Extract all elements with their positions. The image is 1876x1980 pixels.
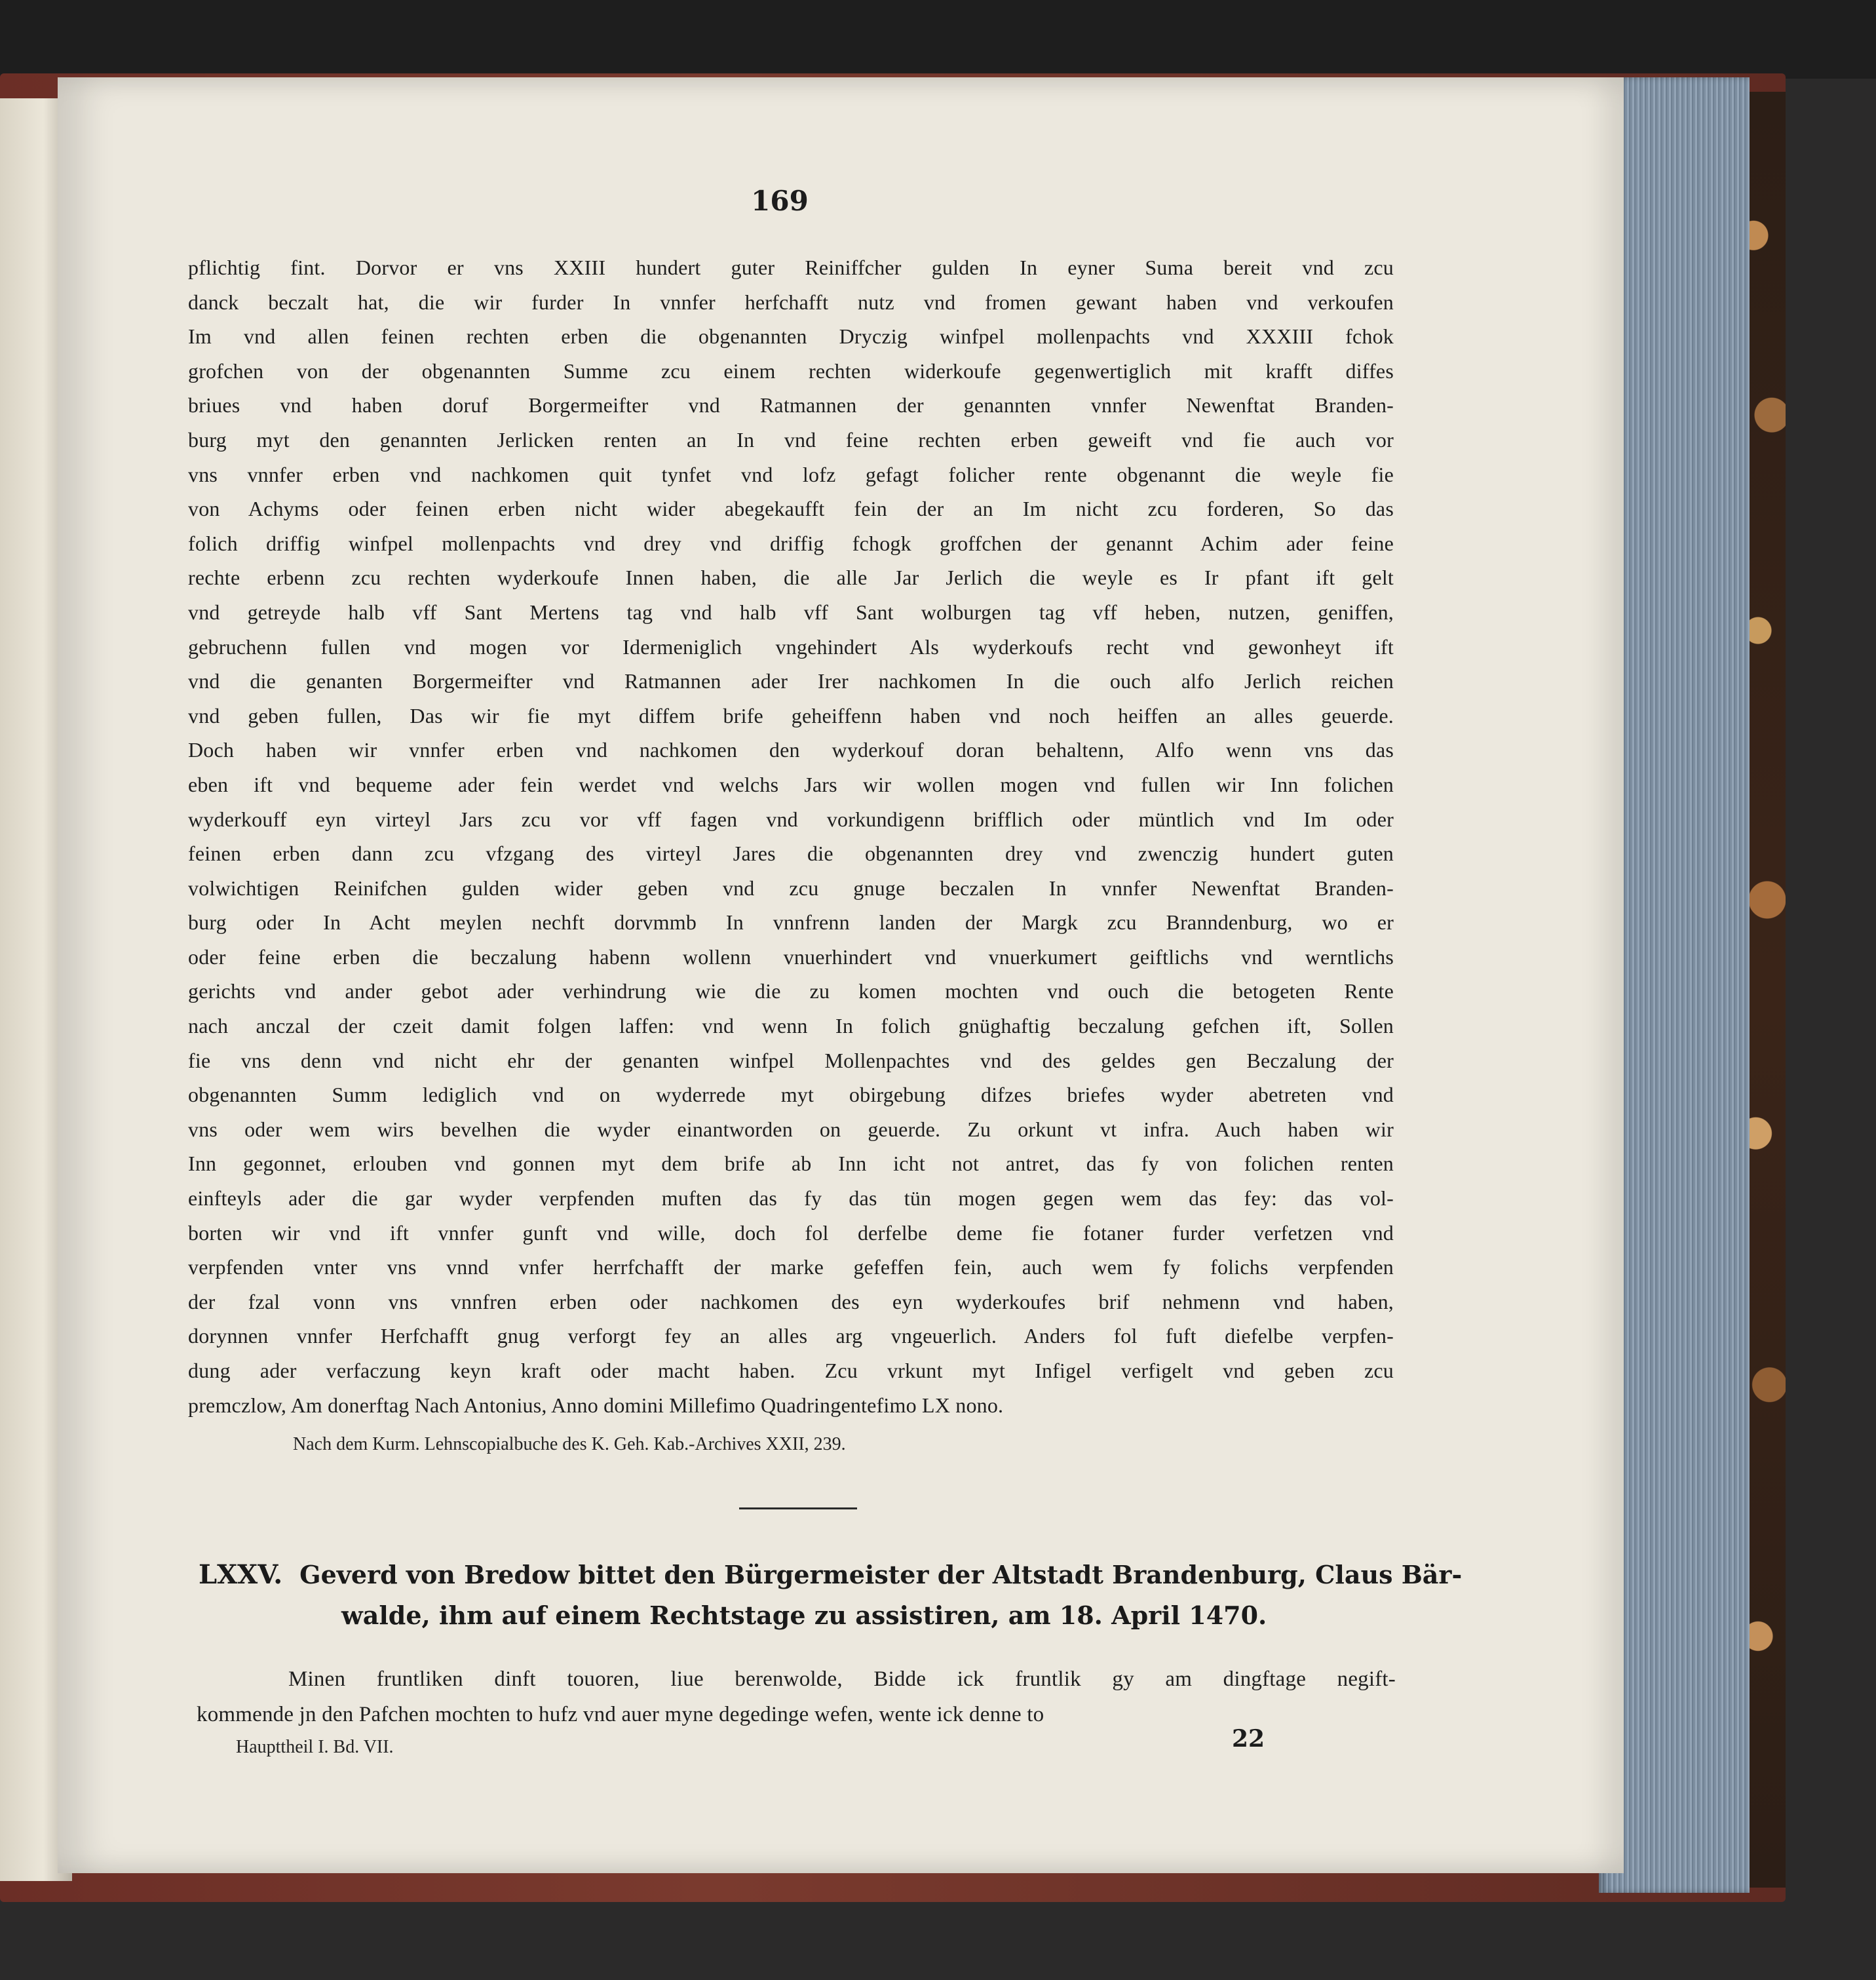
text-line: pflichtig fint. Dorvor er vns XXIII hundert guter Reiniffcher gulden In eyner Suma bereit vnd zcu	[188, 256, 1394, 279]
text-line: burg myt den genannten Jerlicken renten an In vnd feine rechten erben geweift vnd fie auch vor	[188, 427, 1394, 452]
text-line: vns vnnfer erben vnd nachkomen quit tynfet vnd lofz gefagt folicher rente obgenannt die weyle fie	[188, 462, 1394, 486]
signature-mark: 22	[1232, 1725, 1265, 1753]
text-line: Doch haben wir vnnfer erben vnd nachkomen den wyderkouf doran behaltenn, Alfo wenn vns das	[188, 738, 1394, 762]
text-line: vns oder wem wirs bevelhen die wyder einantworden on geuerde. Zu orkunt vt infra. Auch haben wir	[188, 1117, 1394, 1141]
text-line: volwichtigen Reinifchen gulden wider geben vnd zcu gnuge beczalen In vnnfer Newenftat Branden-	[188, 876, 1394, 900]
text-line: einfteyls ader die gar wyder verpfenden muften das fy das tün mogen gegen wem das fey: das vol-	[188, 1186, 1394, 1211]
text-line: danck beczalt hat, die wir furder In vnnfer herfchafft nutz vnd fromen gewant haben vnd verkoufen	[188, 290, 1394, 314]
text-line: vnd geben fullen, Das wir fie myt diffem brife geheiffenn haben vnd noch heiffen an alles geuerde.	[188, 703, 1394, 728]
photo-backdrop	[0, 0, 1876, 79]
heading-line-2: walde, ihm auf einem Rechtstage zu assistiren, am 18. April 1470.	[341, 1601, 1267, 1630]
text-line: obgenannten Summ lediglich vnd on wyderrede myt obirgebung difzes briefes wyder abetreten vnd	[188, 1083, 1394, 1107]
body-text	[188, 250, 1394, 1422]
page-number: 169	[751, 185, 809, 217]
text-line: borten wir vnd ift vnnfer gunft vnd wille, doch fol derfelbe deme fie fotaner furder verfetzen vnd	[188, 1220, 1394, 1245]
text-line: premczlow, Am donerftag Nach Antonius, Anno domini Millefimo Quadringentefimo LX nono.	[188, 1393, 1004, 1417]
text-line: feinen erben dann zcu vfzgang des virteyl Jares die obgenannten drey vnd zwenczig hundert guten	[188, 842, 1394, 866]
text-line: von Achyms oder feinen erben nicht wider abegekaufft fein der an Im nicht zcu forderen, So das	[188, 497, 1394, 521]
text-line: fie vns denn vnd nicht ehr der genanten winfpel Mollenpachtes vnd des geldes gen Beczalung der	[188, 1048, 1394, 1072]
letter-line: kommende jn den Pafchen mochten to hufz vnd auer myne degedinge wefen, wente ick denne to	[197, 1703, 1044, 1726]
text-line: vnd getreyde halb vff Sant Mertens tag vnd halb vff Sant wolburgen tag vff heben, nutzen, geniffen,	[188, 600, 1394, 624]
text-line: Inn gegonnet, erlouben vnd gonnen myt dem brife ab Inn icht not antret, das fy von folichen renten	[188, 1152, 1394, 1176]
text-line: vnd die genanten Borgermeifter vnd Ratmannen ader Irer nachkomen In die ouch alfo Jerlich reichen	[188, 669, 1394, 693]
heading-text-1: Geverd von Bredow bittet den Bürgermeister der Altstadt Brandenburg, Claus Bär-	[299, 1560, 1463, 1589]
letter-line: Minen fruntliken dinft touoren, liue berenwolde, Bidde ick fruntlik gy am dingftage negift-	[288, 1667, 1396, 1691]
text-line: gerichts vnd ander gebot ader verhindrung wie die zu komen mochten vnd ouch die betogeten Rente	[188, 979, 1394, 1003]
text-line: dorynnen vnnfer Herfchafft gnug verforgt fey an alles arg vngeuerlich. Anders fol fuft diefelbe verpfen-	[188, 1324, 1394, 1348]
letter-text	[197, 1661, 1396, 1732]
text-line: wyderkouff eyn virteyl Jars zcu vor vff fagen vnd vorkundigenn brifflich oder müntlich vnd Im oder	[188, 807, 1394, 831]
text-line: dung ader verfaczung keyn kraft oder macht haben. Zcu vrkunt myt Infigel verfigelt vnd geben zcu	[188, 1359, 1394, 1382]
text-line: gebruchenn fullen vnd mogen vor Idermeniglich vngehindert Als wyderkoufs recht vnd gewonheyt ift	[188, 634, 1394, 659]
text-line: eben ift vnd bequeme ader fein werdet vnd welchs Jars wir wollen mogen vnd fullen wir Inn folichen	[188, 772, 1394, 796]
text-line: der fzal vonn vns vnnfren erben oder nachkomen des eyn wyderkoufes brif nehmenn vnd haben,	[188, 1289, 1394, 1313]
source-note: Nach dem Kurm. Lehnscopialbuche des K. Geh. Kab.-Archives XXII, 239.	[293, 1434, 846, 1454]
text-line: briues vnd haben doruf Borgermeifter vnd Ratmannen der genannten vnnfer Newenftat Branden-	[188, 393, 1394, 417]
section-rule	[739, 1507, 857, 1509]
text-line: Im vnd allen feinen rechten erben die obgenannten Dryczig winfpel mollenpachts vnd XXXIII fchok	[188, 324, 1394, 349]
text-line: verpfenden vnter vns vnnd vnfer herrfchafft der marke gefeffen fein, auch wem fy folichs verpfenden	[188, 1255, 1394, 1279]
footer-signature: Haupttheil I. Bd. VII.	[236, 1737, 394, 1757]
text-line: folich driffig winfpel mollenpachts vnd drey vnd driffig fchogk groffchen der genannt Achim ader feine	[188, 531, 1394, 555]
heading-line-1	[199, 1555, 1463, 1595]
text-line: rechte erbenn zcu rechten wyderkoufe Innen haben, die alle Jar Jerlich die weyle es Ir pfant ift gelt	[188, 566, 1394, 590]
document-heading	[199, 1555, 1463, 1636]
text-line: burg oder In Acht meylen nechft dorvmmb In vnnfrenn landen der Margk zcu Branndenburg, wo er	[188, 910, 1394, 935]
text-line: grofchen von der obgenannten Summe zcu einem rechten widerkoufe gegenwertiglich mit krafft diffes	[188, 359, 1394, 383]
document-numeral: LXXV.	[199, 1559, 283, 1590]
text-line: oder feine erben die beczalung habenn wollenn vnuerhindert vnd vnuerkumert geiftlichs vnd werntlichs	[188, 944, 1394, 969]
text-line: nach anczal der czeit damit folgen laffen: vnd wenn In folich gnüghaftig beczalung gefchen ift, Sollen	[188, 1014, 1394, 1038]
